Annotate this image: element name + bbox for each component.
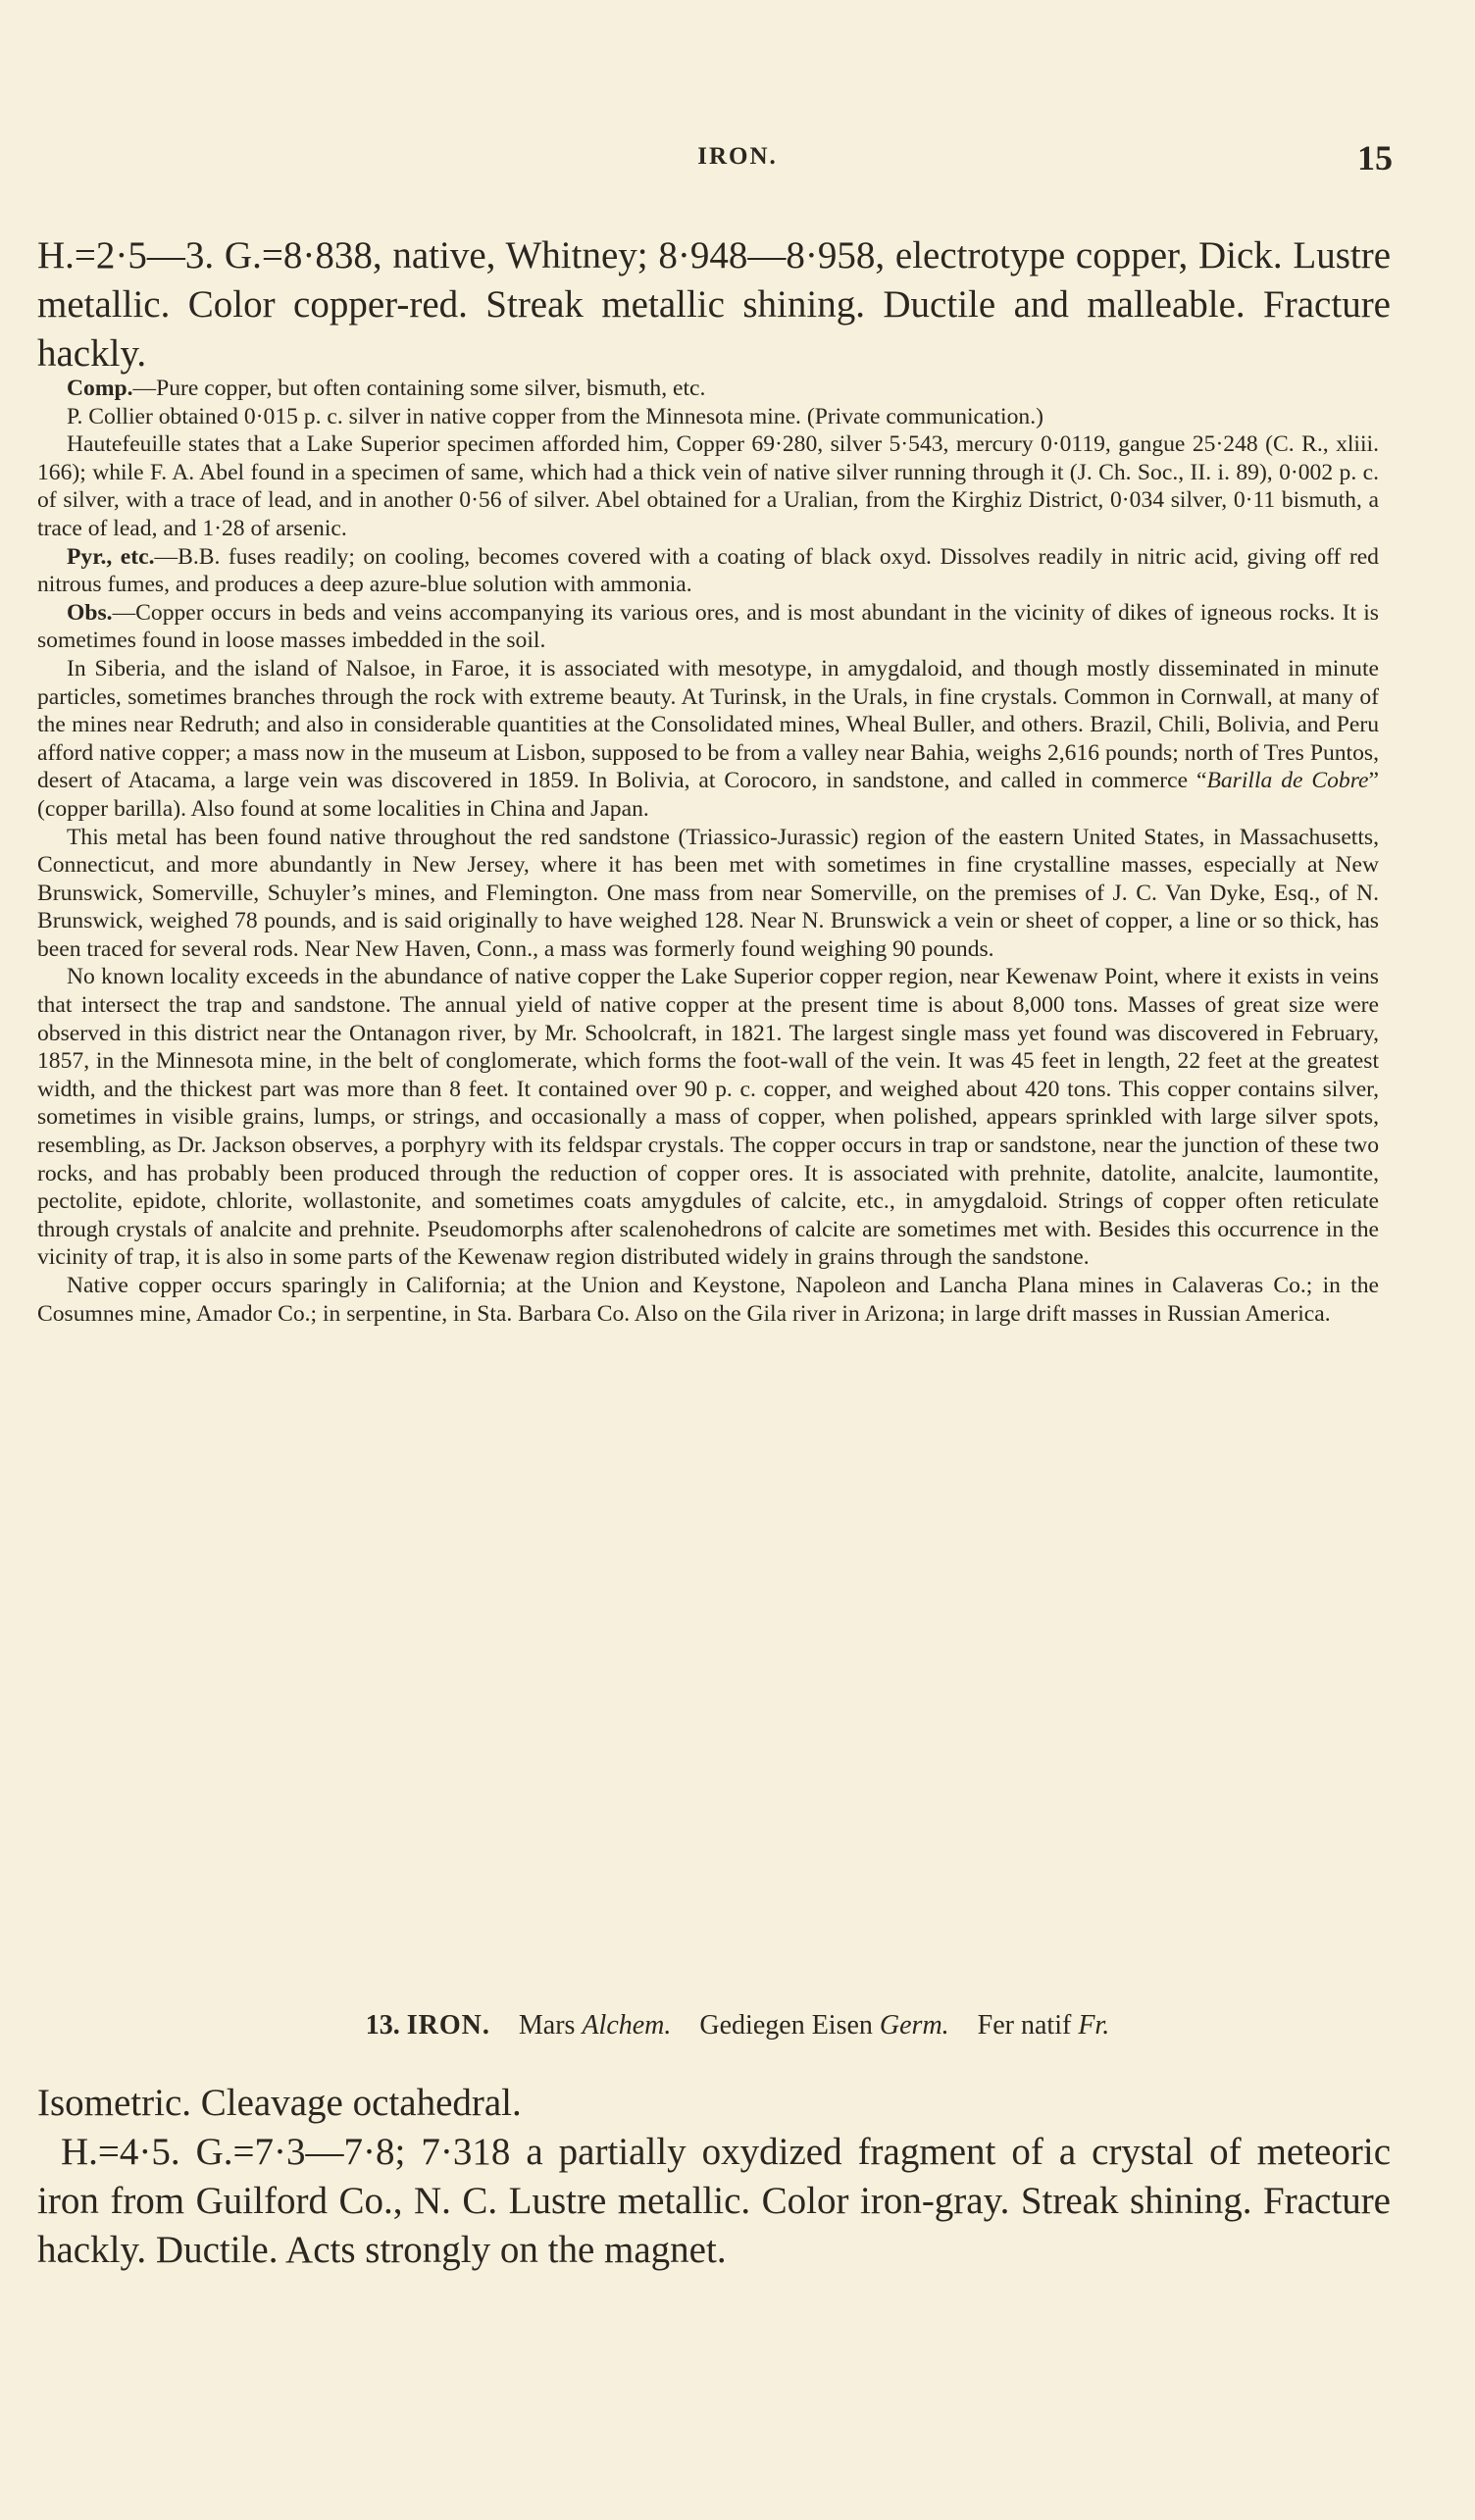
collier-paragraph: P. Collier obtained 0·015 p. c. silver in native copper from the Minnesota mine. (Private communication.) [67,403,1043,429]
copper-notes [37,375,1379,1328]
lake-superior-paragraph: No known locality exceeds in the abundance of native copper the Lake Superior copper region, near Kewenaw Point, where it exists in veins that intersect the trap and sandstone. The annual yield of native copper at the present time is about 8,000 tons. Masses of great size were observed in this district near the Ontanagon river, by Mr. Schoolcraft, in 1821. The largest single mass yet found was discovered in February, 1857, in the Minnesota mine, in the belt of conglomerate, which forms the foot-wall of the vein. It was 45 feet in length, 22 feet at the greatest width, and the thickest part was more than 8 feet. It contained over 90 p. c. copper, and weighed about 420 tons. This copper contains silver, sometimes in visible grains, lumps, or strings, and occasionally a mass of copper, when polished, appears sprinkled with large silver spots, resembling, as Dr. Jackson observes, a porphyry with its feldspar crystals. The copper occurs in trap or sandstone, near the junction of these two rocks, and has probably been produced through the reduction of copper ores. It is associated with prehnite, datolite, analcite, laumontite, pectolite, epidote, chlorite, wollastonite, and sometimes coats amygdules of calcite, etc., in amygdaloid. Strings of copper often reticulate through crystals of analcite and prehnite. Pseudomorphs after scalenohedrons of calcite are sometimes met with. Besides this occurrence in the vicinity of trap, it is also in some parts of the Kewenaw region distributed widely in grains through the sandstone. [37,964,1379,1271]
siberia-paragraph [37,655,1379,824]
synonym-german: Gediegen Eisen [699,2010,873,2041]
synonym-french: Fer natif [977,2010,1072,2041]
obs-label: Obs. [67,599,113,626]
species-number: 13. [365,2010,400,2041]
iron-properties-text: H.=4·5. G.=7·3—7·8; 7·318 a partially oxydized fragment of a crystal of meteoric iron from Guilford Co., N. C. Lustre metallic. Color iron-gray. Streak shining. Fracture hackly. Ductile. Acts strongly on the magnet. [37,2131,1391,2271]
siberia-text-a: In Siberia, and the island of Nalsoe, in Faroe, it is associated with mesotype, in amygdaloid, and though mostly disseminated in minute particles, sometimes branches through the rock with extreme beauty. At Turinsk, in the Urals, in fine crystals. Common in Cornwall, at many of the mines near Redruth; and also in considerable quantities at the Consolidated mines, Wheal Buller, and others. Brazil, Chili, Bolivia, and Peru afford native copper; a mass now in the museum at Lisbon, supposed to be from a valley near Bahia, weighs 2,616 pounds; north of Tres Puntos, desert of Atacama, a large vein was discovered in 1859. In Bolivia, at Corocoro, in sandstone, and called in commerce “ [37,655,1379,794]
synonym-alchemical: Mars [518,2010,576,2041]
comp-label: Comp. [67,376,133,401]
pyr-text: —B.B. fuses readily; on cooling, becomes covered with a coating of black oxyd. Dissolves readily in nitric acid, giving off red nitrous fumes, and produces a deep azure-blue solution with ammonia. [37,543,1379,598]
copper-properties-text: H.=2·5—3. G.=8·838, native, Whitney; 8·948—8·958, electrotype copper, Dick. Lustre metallic. Color copper-red. Streak metallic shining. Ductile and malleable. Fracture hackly. [37,234,1391,375]
species-heading [0,2010,1475,2041]
iron-crystallography: Isometric. Cleavage octahedral. [37,2082,522,2124]
triassic-paragraph: This metal has been found native throughout the red sandstone (Triassico-Jurassic) region of the eastern United States, in Massachusetts, Connecticut, and more abundantly in New Jersey, where it has been met with sometimes in fine crystalline masses, especially at New Brunswick, Somerville, Schuyler’s mines, and Flemington. One mass from near Somerville, on the premises of J. C. Van Dyke, Esq., of N. Brunswick, weighed 78 pounds, and is said originally to have weighed 128. Near N. Brunswick a vein or sheet of copper, a line or so thick, has been traced for several rods. Near New Haven, Conn., a mass was formerly found weighing 90 pounds. [37,824,1379,962]
pyr-label: Pyr., etc. [67,543,155,570]
comp-text: —Pure copper, but often containing some silver, bismuth, etc. [132,376,706,401]
hautefeuille-paragraph: Hautefeuille states that a Lake Superior specimen afforded him, Copper 69·280, silver 5·543, mercury 0·0119, gangue 25·248 (C. R., xliii. 166); while F. A. Abel found in a specimen of same, which had a thick vein of native silver running through it (J. Ch. Soc., II. i. 89), 0·002 p. c. of silver, with a trace of lead, and in another 0·56 of silver. Abel obtained for a Uralian, from the Kirghiz District, 0·034 silver, 0·11 bismuth, a trace of lead, and 1·28 of arsenic. [37,431,1379,541]
copper-physical-description [37,231,1391,378]
pyr-paragraph [37,543,1379,599]
page-header [0,139,1475,178]
siberia-text-b: ” (copper barilla). Also found at some localities in China and Japan. [37,768,1379,822]
barilla-term: Barilla de Cobre [1206,768,1369,794]
synonym-german-lang: Germ. [879,2010,949,2041]
obs-paragraph [37,599,1379,655]
obs-text: —Copper occurs in beds and veins accompanying its various ores, and is most abundant in the vicinity of dikes of igneous rocks. It is sometimes found in loose masses imbedded in the soil. [37,599,1379,654]
iron-physical-description [37,2079,1391,2275]
species-name: IRON. [406,2010,490,2041]
synonym-alchemical-lang: Alchem. [582,2010,672,2041]
california-paragraph: Native copper occurs sparingly in California; at the Union and Keystone, Napoleon and Lancha Plana mines in Calaveras Co.; in the Cosumnes mine, Amador Co.; in serpentine, in Sta. Barbara Co. Also on the Gila river in Arizona; in large drift masses in Russian America. [37,1273,1379,1327]
running-head: IRON. [697,143,778,170]
page-number: 15 [1357,138,1393,177]
comp-paragraph [37,375,1379,403]
synonym-french-lang: Fr. [1078,2010,1110,2041]
